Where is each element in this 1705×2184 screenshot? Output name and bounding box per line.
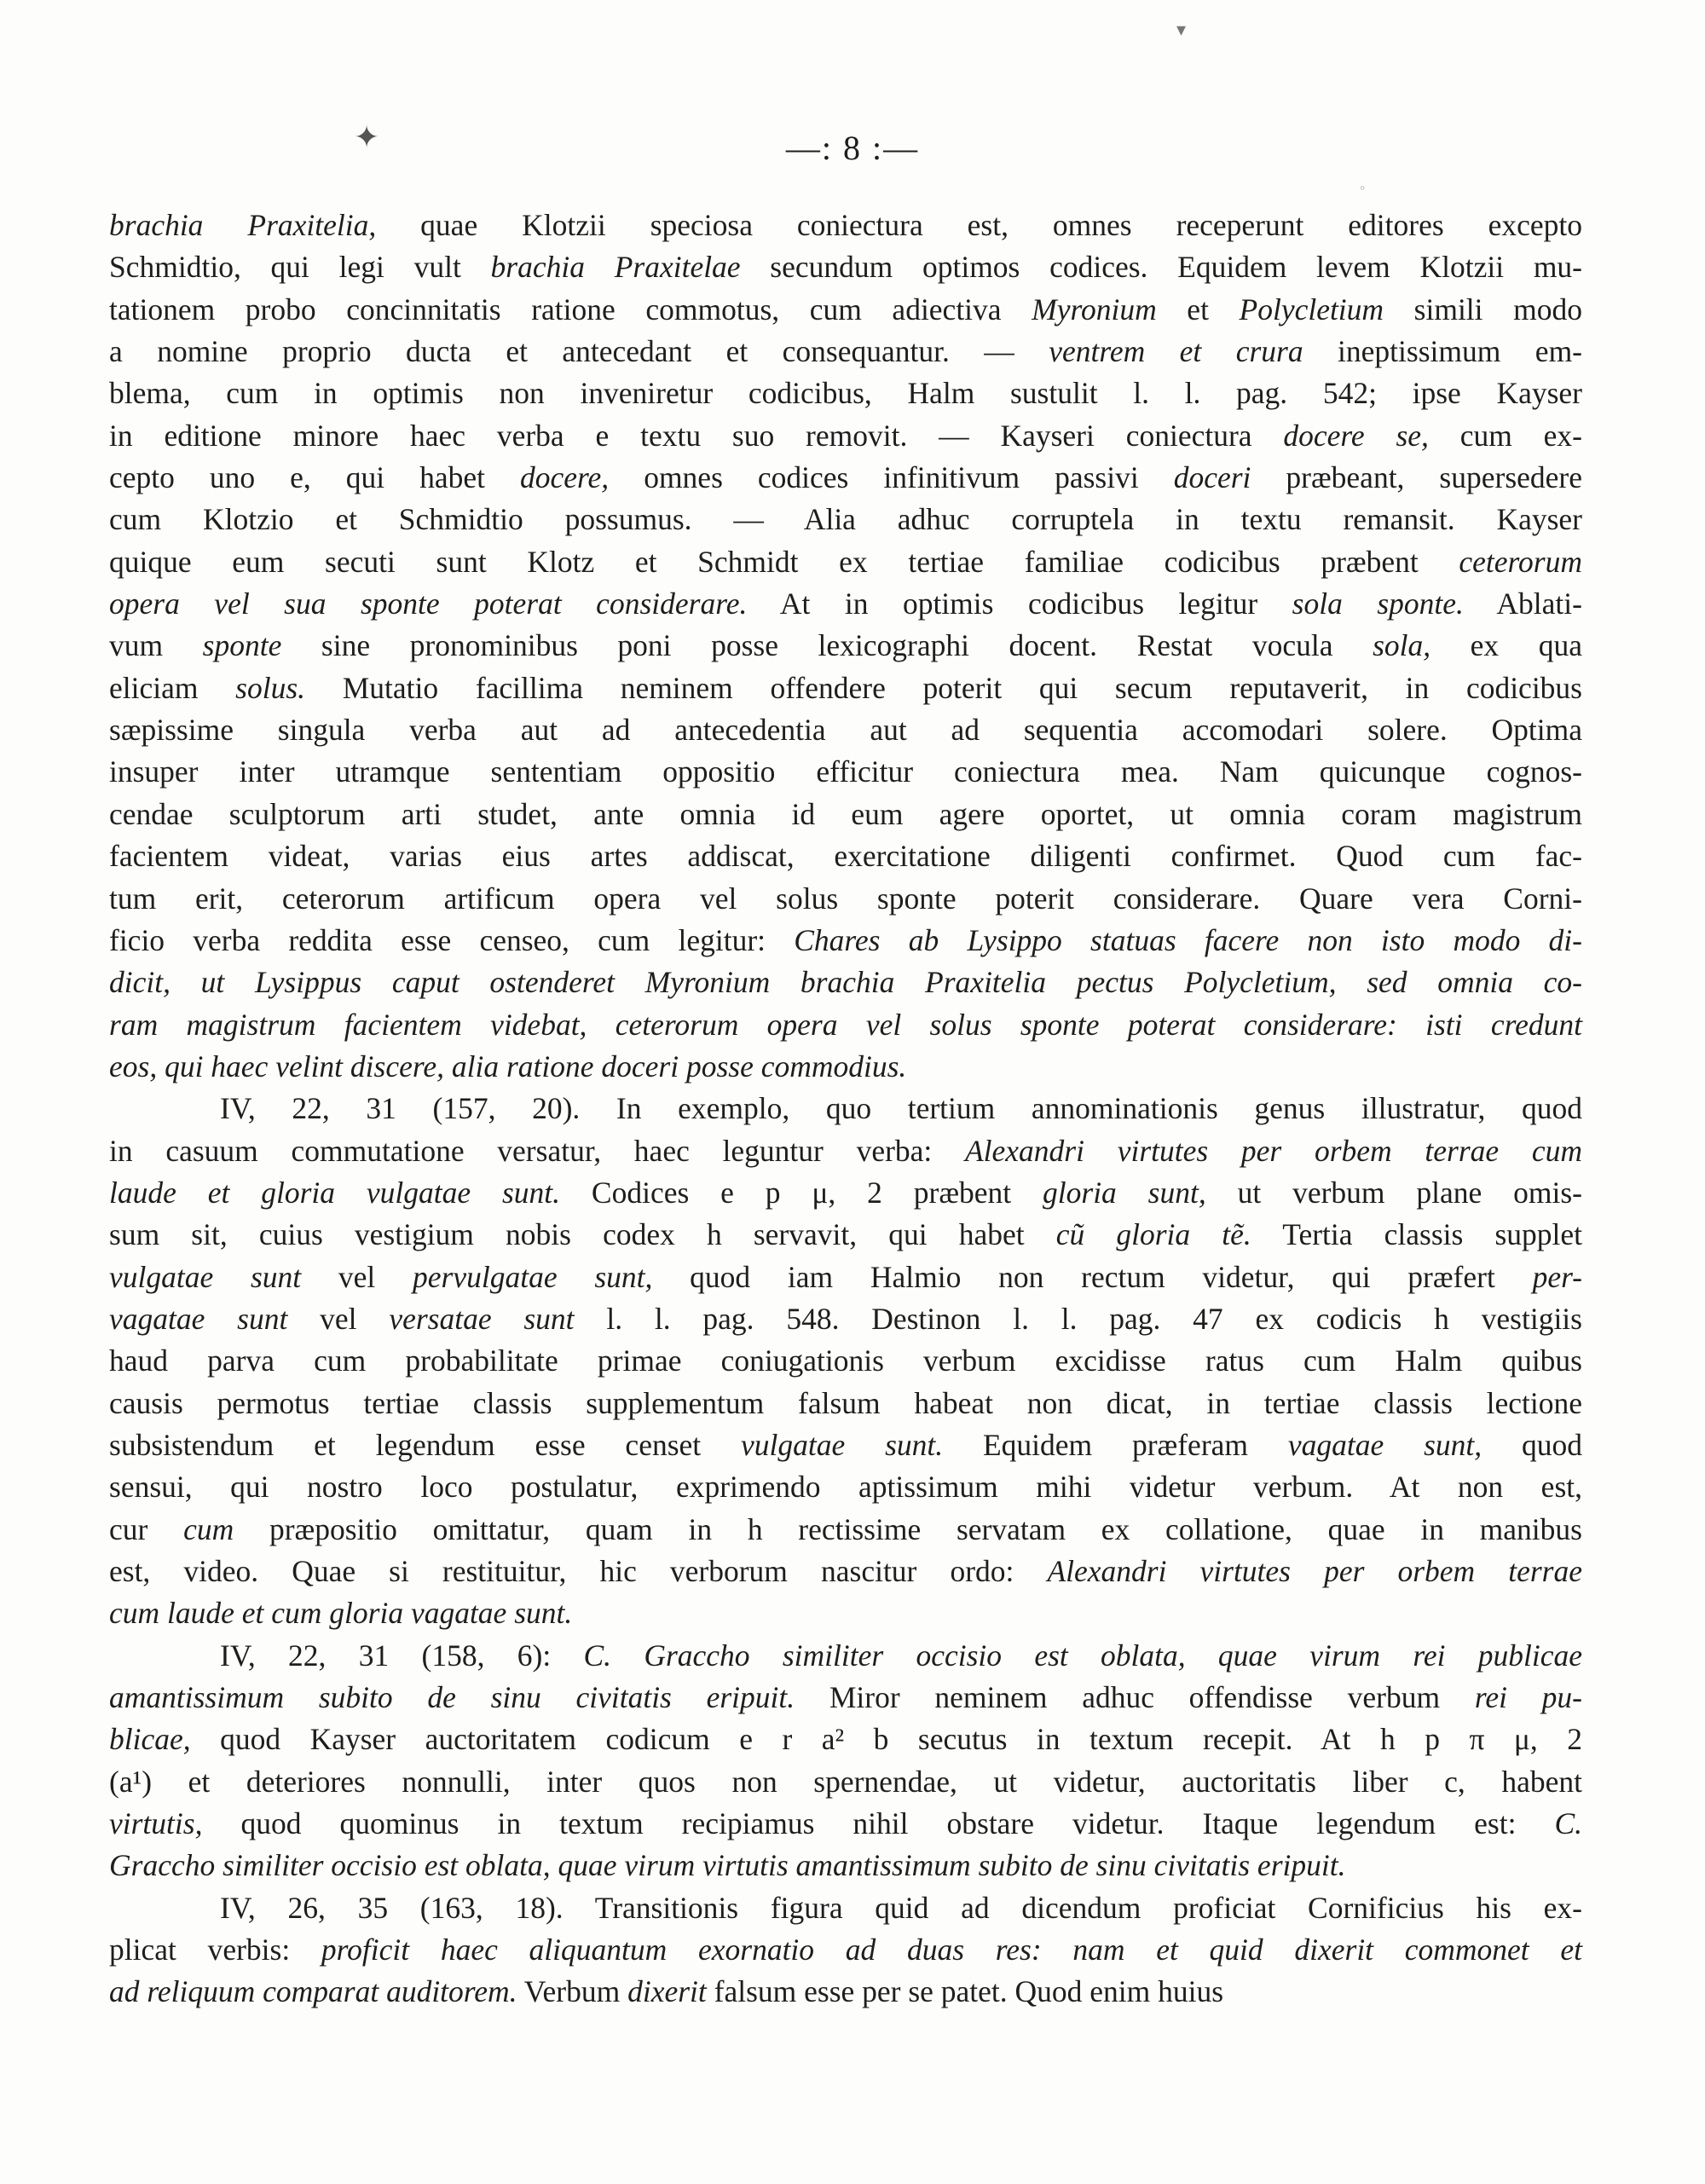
text-line (109, 1257, 1582, 1298)
italic-text: dicit, ut Lysippus caput ostenderet Myronium brachia Praxitelia pectus Polycletium, sed omnia co- (109, 965, 1582, 1000)
text-segment: subsistendum et legendum esse censet (109, 1427, 741, 1462)
text-segment: IV, 26, 35 (163, 18). Transitionis figura quid ad dicendum proficiat Cornificius his ex- (220, 1890, 1582, 1925)
italic-text: solus. (235, 670, 306, 705)
italic-text: docere, (520, 460, 610, 495)
text-segment: quique eum secuti sunt Klotz et Schmidt ex tertiae familiae codicibus præbent (109, 544, 1459, 579)
text-line (109, 1340, 1582, 1382)
text-line (109, 625, 1582, 667)
text-line (109, 499, 1582, 540)
text-segment: ut verbum plane omis- (1205, 1175, 1582, 1210)
text-segment: sine pronominibus poni posse lexicographi docent. Restat vocula (281, 628, 1373, 663)
italic-text: ventrem et crura (1049, 334, 1303, 369)
text-segment: quod quominus in textum recipiamus nihil obstare videtur. Itaque legendum est: (202, 1806, 1555, 1841)
text-segment: a nomine proprio ducta et antecedant et consequantur. — (109, 334, 1049, 369)
italic-text: cum laude et cum gloria vagatae sunt. (109, 1596, 573, 1631)
text-segment: Schmidtio, qui legi vult (109, 250, 491, 285)
italic-text: rei pu- (1474, 1680, 1582, 1715)
italic-text: proficit haec aliquantum exornatio ad duas res: nam et quid dixerit commonet et (321, 1933, 1582, 1967)
text-segment: Tertia classis supplet (1251, 1217, 1582, 1252)
italic-text: brachia Praxitelae (490, 250, 741, 285)
text-segment: eliciam (109, 670, 236, 705)
text-segment: IV, 22, 31 (157, 20). In exemplo, quo tertium annominationis genus illustratur, quod (220, 1091, 1582, 1126)
text-segment: cepto uno e, qui habet (109, 460, 521, 495)
text-segment: vel (301, 1259, 413, 1294)
text-line (109, 1214, 1582, 1256)
text-line (109, 1172, 1582, 1214)
italic-text: per- (1532, 1259, 1582, 1294)
text-segment: Miror neminem adhuc offendisse verbum (795, 1680, 1475, 1715)
italic-text: Graccho similiter occisio est oblata, quae virum virtutis amantissimum subito de sinu civitatis eripuit. (109, 1848, 1346, 1883)
italic-text: eos, qui haec velint discere, alia ratione doceri posse commodius. (109, 1049, 907, 1083)
text-segment: insuper inter utramque sententiam oppositio efficitur coniectura mea. Nam quicunque cognos- (109, 754, 1582, 789)
text-segment: sensui, qui nostro loco postulatur, exprimendo aptissimum mihi videtur verbum. At non est, (109, 1470, 1582, 1505)
text-line (109, 1677, 1582, 1719)
text-segment: quae Klotzii speciosa coniectura est, omnes receperunt editores excepto (376, 208, 1583, 242)
text-segment: falsum esse per se patet. Quod enim huius (706, 1974, 1224, 2009)
text-segment: causis permotus tertiae classis supplementum falsum habeat non dicat, in tertiae classis lectione (109, 1385, 1582, 1420)
text-segment: haud parva cum probabilitate primae coniugationis verbum excidisse ratus cum Halm quibus (109, 1343, 1582, 1378)
italic-text: blicae, (109, 1722, 191, 1757)
text-segment: sum sit, cuius vestigium nobis codex h servavit, qui habet (109, 1217, 1056, 1252)
text-line (109, 1004, 1582, 1046)
text-line (109, 835, 1582, 877)
italic-text: sponte (202, 628, 282, 663)
text-line (109, 794, 1582, 835)
text-line (109, 1635, 1582, 1677)
italic-text: cũ gloria tẽ. (1055, 1217, 1251, 1252)
text-line (109, 1761, 1582, 1803)
italic-text: ceterorum (1459, 544, 1582, 579)
text-line (109, 1424, 1582, 1466)
italic-text: opera vel sua sponte poterat considerare. (109, 586, 748, 621)
text-line (109, 1719, 1582, 1760)
text-line (109, 751, 1582, 793)
text-line (109, 1845, 1582, 1886)
text-segment: Equidem præferam (943, 1427, 1288, 1462)
text-segment: secundum optimos codices. Equidem levem Klotzii mu- (740, 250, 1583, 285)
text-segment: sæpissime singula verba aut ad antecedentia aut ad sequentia accomodari solere. Optima (109, 713, 1582, 748)
body-text (109, 205, 1582, 2014)
text-segment: plicat verbis: (109, 1933, 321, 1967)
text-line (109, 1088, 1582, 1130)
text-segment: est, video. Quae si restituitur, hic verborum nascitur ordo: (109, 1554, 1048, 1588)
text-line (109, 1298, 1582, 1340)
text-segment: ineptissimum em- (1303, 334, 1582, 369)
italic-text: pervulgatae sunt, (413, 1259, 653, 1294)
italic-text: versatae sunt (389, 1301, 575, 1336)
text-line (109, 415, 1582, 457)
page-number: —: 8 :— (785, 129, 920, 167)
stray-mark: ✦ (354, 120, 380, 154)
italic-text: Alexandri virtutes per orbem terrae (1047, 1554, 1582, 1588)
italic-text: brachia Praxitelia, (109, 208, 377, 242)
italic-text: amantissimum subito de sinu civitatis eripuit. (109, 1680, 795, 1715)
text-segment: cendae sculptorum arti studet, ante omnia id eum agere oportet, ut omnia coram magistrum (109, 796, 1582, 831)
italic-text: gloria sunt, (1043, 1175, 1206, 1210)
text-line (109, 1130, 1582, 1172)
italic-text: vulgatae sunt. (740, 1427, 944, 1462)
italic-text: C. (1554, 1806, 1582, 1841)
text-segment: facientem videat, varias eius artes addiscat, exercitatione diligenti confirmet. Quod cum fac- (109, 839, 1582, 874)
text-segment: Mutatio facillima neminem offendere poterit qui secum reputaverit, in codicibus (305, 670, 1582, 705)
italic-text: docere se, (1283, 418, 1429, 453)
text-segment: quod (1482, 1427, 1582, 1462)
text-line (109, 1383, 1582, 1424)
italic-text: vulgatae sunt (109, 1259, 302, 1294)
text-segment: tationem probo concinnitatis ratione commotus, cum adiectiva (109, 292, 1032, 326)
text-segment: in casuum commutatione versatur, haec leguntur verba: (109, 1133, 965, 1168)
italic-text: Alexandri virtutes per orbem terrae cum (965, 1133, 1583, 1168)
italic-text: Chares ab Lysippo statuas facere non isto modo di- (794, 922, 1582, 957)
italic-text: sola sponte. (1292, 586, 1464, 621)
text-segment: et (1156, 292, 1240, 326)
italic-text: cum (183, 1511, 234, 1546)
text-segment: præbeant, supersedere (1251, 460, 1582, 495)
text-line (109, 1929, 1582, 1971)
text-segment: vum (109, 628, 203, 663)
text-line (109, 541, 1582, 583)
italic-text: dixerit (627, 1974, 707, 2009)
text-segment: l. l. pag. 548. Destinon l. l. pag. 47 ex codicis h vestigiis (574, 1301, 1582, 1336)
text-line (109, 1509, 1582, 1551)
stray-mark: ◦ (1360, 179, 1366, 196)
text-line (109, 878, 1582, 920)
text-segment: IV, 22, 31 (158, 6): (220, 1638, 584, 1673)
stray-mark: ▾ (1176, 19, 1187, 40)
text-segment: cur (109, 1511, 184, 1546)
italic-text: vagatae sunt (109, 1301, 288, 1336)
italic-text: ram magistrum facientem videbat, ceterorum opera vel solus sponte poterat considerare: isti credunt (109, 1007, 1582, 1042)
text-segment: cum Klotzio et Schmidtio possumus. — Alia adhuc corruptela in textu remansit. Kayser (109, 502, 1582, 537)
text-line (109, 205, 1582, 246)
text-line (109, 331, 1582, 373)
text-segment: At in optimis codicibus legitur (747, 586, 1292, 621)
text-line (109, 289, 1582, 331)
text-segment: omnes codices infinitivum passivi (609, 460, 1174, 495)
italic-text: laude et gloria vulgatae sunt. (109, 1175, 561, 1210)
italic-text: sola, (1373, 628, 1431, 663)
text-segment: cum ex- (1428, 418, 1583, 453)
text-line (109, 920, 1582, 962)
text-line (109, 246, 1582, 288)
text-segment: Codices e p μ, 2 præbent (560, 1175, 1043, 1210)
italic-text: Myronium (1032, 292, 1157, 326)
text-segment: ficio verba reddita esse censeo, cum legitur: (109, 922, 795, 957)
text-segment: quod Kayser auctoritatem codicum e r a² b secutus in textum recepit. At h p π μ, 2 (190, 1722, 1582, 1757)
text-line (109, 709, 1582, 751)
text-line (109, 457, 1582, 499)
text-segment: Verbum (517, 1974, 628, 2009)
italic-text: virtutis, (109, 1806, 203, 1841)
text-segment: simili modo (1384, 292, 1582, 326)
text-line (109, 1046, 1582, 1088)
text-line (109, 667, 1582, 709)
text-line (109, 1803, 1582, 1845)
text-line (109, 1466, 1582, 1508)
italic-text: Polycletium (1239, 292, 1384, 326)
text-segment: tum erit, ceterorum artificum opera vel solus sponte poterit considerare. Quare vera Corni- (109, 881, 1582, 916)
italic-text: vagatae sunt, (1287, 1427, 1482, 1462)
italic-text: C. Graccho similiter occisio est oblata, quae virum rei publicae (583, 1638, 1582, 1673)
text-segment: (a¹) et deteriores nonnulli, inter quos non spernendae, ut videtur, auctoritatis liber c, habent (109, 1764, 1582, 1799)
text-line (109, 1971, 1582, 2013)
text-line (109, 583, 1582, 625)
text-line (109, 962, 1582, 1003)
text-segment: vel (287, 1301, 390, 1336)
text-line (109, 1887, 1582, 1929)
text-line (109, 1551, 1582, 1592)
text-segment: quod iam Halmio non rectum videtur, qui præfert (652, 1259, 1533, 1294)
italic-text: doceri (1173, 460, 1251, 495)
text-segment: ex qua (1430, 628, 1582, 663)
text-segment: in editione minore haec verba e textu suo removit. — Kayseri coniectura (109, 418, 1284, 453)
italic-text: ad reliquum comparat auditorem. (109, 1974, 517, 2009)
text-segment: præpositio omittatur, quam in h rectissime servatam ex collatione, quae in manibus (234, 1511, 1582, 1546)
text-line (109, 1592, 1582, 1634)
text-segment: blema, cum in optimis non inveniretur codicibus, Halm sustulit l. l. pag. 542; ipse Kayser (109, 376, 1582, 411)
text-segment: Ablati- (1463, 586, 1582, 621)
text-line (109, 373, 1582, 414)
